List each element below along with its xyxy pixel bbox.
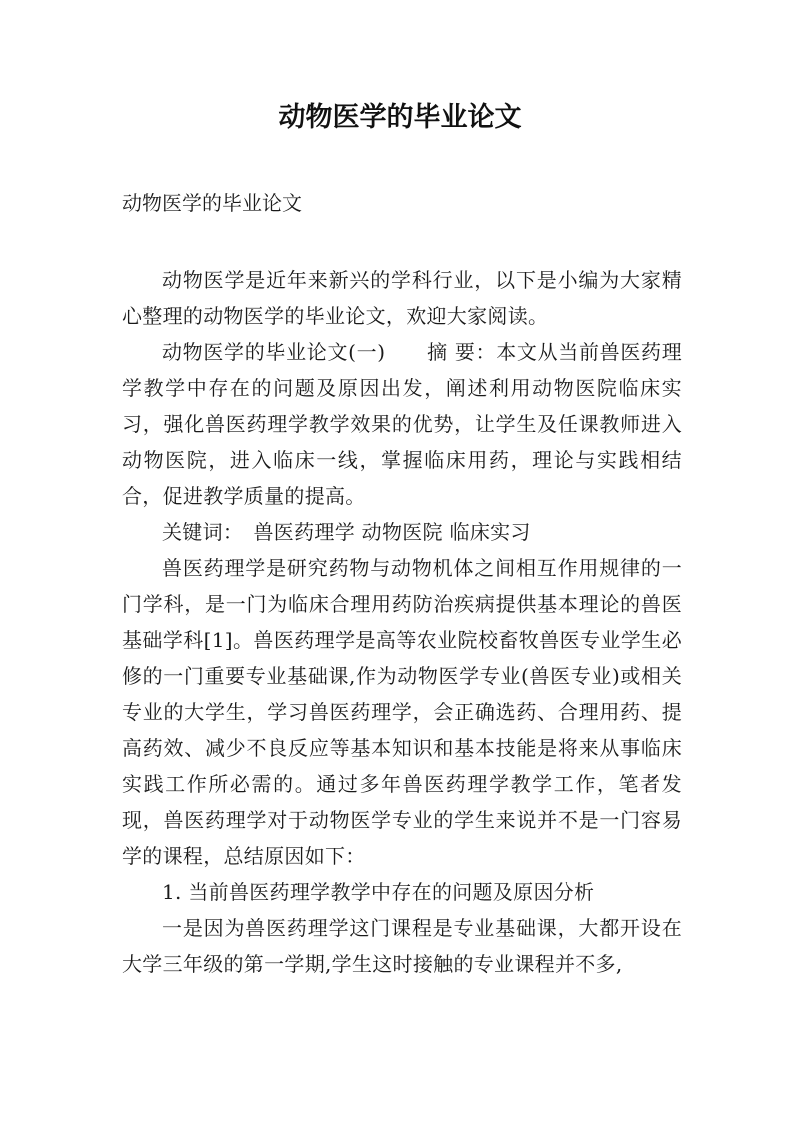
section-heading: 1. 当前兽医药理学教学中存在的问题及原因分析 xyxy=(162,880,595,904)
abstract-paragraph: 动物医学的毕业论文(一) 摘 要：本文从当前兽医药理学教学中存在的问题及原因出发，阐述利用动物医院临床实习，强化兽医药理学教学效果的优势，让学生及任课教师进入动物医院，进入临床一线，掌握临床用药，理论与实践相结合，促进教学质量的提高。 xyxy=(122,340,682,508)
body-paragraph: 兽医药理学是研究药物与动物机体之间相互作用规律的一门学科，是一门为临床合理用药防治疾病提供基本理论的兽医基础学科[1]。兽医药理学是高等农业院校畜牧兽医专业学生必修的一门重要专业基础课,作为动物医学专业(兽医专业)或相关专业的大学生，学习兽医药理学，会正确选药、合理用药、提高药效、减少不良反应等基本知识和基本技能是将来从事临床实践工作所必需的。通过多年兽医药理学教学工作，笔者发现，兽医药理学对于动物医学专业的学生来说并不是一门容易学的课程，总结原因如下： xyxy=(122,556,682,868)
keywords-paragraph: 关键词： 兽医药理学 动物医院 临床实习 xyxy=(162,520,531,544)
intro-paragraph: 动物医学是近年来新兴的学科行业，以下是小编为大家精心整理的动物医学的毕业论文，欢迎大家阅读。 xyxy=(122,268,682,328)
body-paragraph: 一是因为兽医药理学这门课程是专业基础课，大都开设在大学三年级的第一学期,学生这时接触的专业课程并不多, xyxy=(122,916,682,976)
document-body xyxy=(122,262,682,982)
document-title: 动物医学的毕业论文 xyxy=(278,102,522,133)
document-subtitle: 动物医学的毕业论文 xyxy=(122,191,302,215)
